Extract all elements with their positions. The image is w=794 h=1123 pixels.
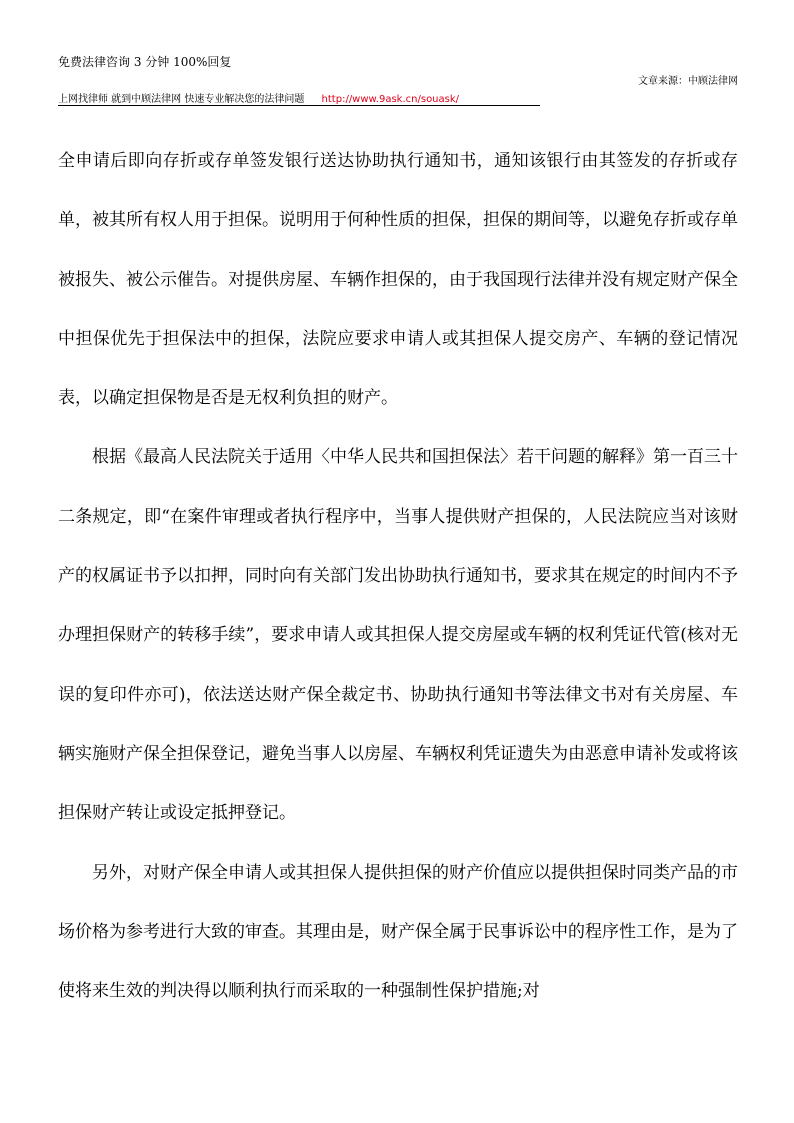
paragraph-1: 全申请后即向存折或存单签发银行送达协助执行通知书，通知该银行由其签发的存折或存单，被其所有权人用于担保。说明用于何种性质的担保，担保的期间等，以避免存折或存单被报失、被公示催告。对提供房屋、车辆作担保的，由于我国现行法律并没有规定财产保全中担保优先于担保法中的担保，法院应要求申请人或其担保人提交房产、车辆的登记情况表，以确定担保物是否是无权利负担的财产。 — [58, 151, 738, 409]
header-slogan: 免费法律咨询 3 分钟 100%回复 — [58, 55, 232, 69]
header-divider — [58, 105, 540, 106]
paragraph-3: 另外，对财产保全申请人或其担保人提供担保的财产价值应以提供担保时同类产品的市场价格为参考进行大致的审查。其理由是，财产保全属于民事诉讼中的程序性工作，是为了使将来生效的判决得以顺利执行而采取的一种强制性保护措施;对 — [58, 862, 738, 1002]
header-source: 文章来源：中顾法律网 — [638, 76, 738, 87]
header-tagline: 上网找律师 就到中顾法律网 快速专业解决您的法律问题 — [58, 94, 305, 105]
header-link[interactable]: http://www.9ask.cn/souask/ — [321, 94, 460, 105]
document-body — [58, 132, 738, 1021]
paragraph-2: 根据《最高人民法院关于适用〈中华人民共和国担保法〉若干问题的解释》第一百三十二条规定，即“在案件审理或者执行程序中，当事人提供财产担保的，人民法院应当对该财产的权属证书予以扣押，同时向有关部门发出协助执行通知书，要求其在规定的时间内不予办理担保财产的转移手续”，要求申请人或其担保人提交房屋或车辆的权利凭证代管(核对无误的复印件亦可)，依法送达财产保全裁定书、协助执行通知书等法律文书对有关房屋、车辆实施财产保全担保登记，避免当事人以房屋、车辆权利凭证遗失为由恶意申请补发或将该担保财产转让或设定抵押登记。 — [58, 447, 738, 824]
page-header — [58, 54, 738, 104]
